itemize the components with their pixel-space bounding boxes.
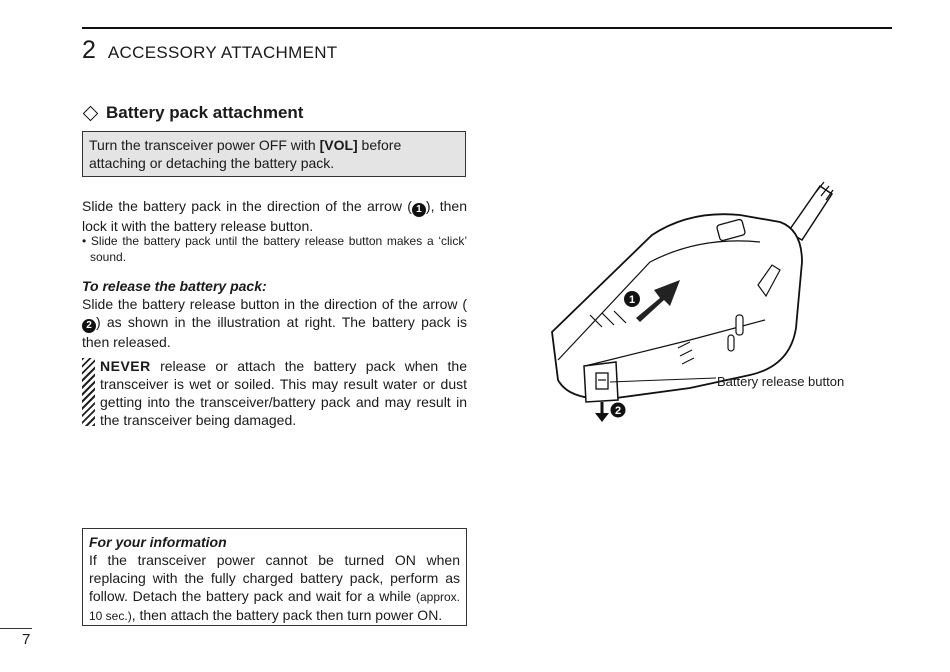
chapter-title: ACCESSORY ATTACHMENT xyxy=(107,43,338,62)
diamond-icon xyxy=(83,105,99,121)
attach-text-before: Slide the battery pack in the direction of the arrow ( xyxy=(82,198,412,214)
antenna-icon xyxy=(788,182,833,240)
caution-hatch-icon xyxy=(82,358,95,426)
attach-instructions xyxy=(82,197,467,235)
info-approx: (approx. 10 sec.) xyxy=(89,590,460,623)
info-box xyxy=(82,528,467,626)
info-title: For your information xyxy=(89,534,227,550)
release-instructions xyxy=(82,295,467,351)
notice-text-after: before attaching or detaching the battery pack. xyxy=(89,137,402,171)
notice-text-before: Turn the transceiver power OFF with xyxy=(89,137,320,153)
release-heading: To release the battery pack: xyxy=(82,278,267,294)
release-text-after: ) as shown in the illustration at right. The battery pack is then released. xyxy=(82,314,467,350)
marker-2-icon: 2 xyxy=(82,319,96,333)
vol-key-label: [VOL] xyxy=(319,137,358,153)
page-number: 7 xyxy=(22,631,31,648)
page-number-rule xyxy=(0,628,32,629)
click-sound-bullet: • Slide the battery pack until the battery release button makes a ‘click’ sound. xyxy=(82,234,467,264)
attach-text-after: ), then lock it with the battery release button. xyxy=(82,198,467,234)
info-body xyxy=(89,551,460,625)
warning-body: release or attach the battery pack when the transceiver is wet or soiled. This may result water or dust getting into the transceiver/battery pack and may result in the transceiver being damaged. xyxy=(100,358,467,428)
top-rule xyxy=(82,27,892,29)
warning-emphasis: NEVER xyxy=(100,358,151,374)
info-text-2: , then attach the battery pack then turn power ON. xyxy=(131,607,443,623)
warning-text xyxy=(100,357,467,429)
release-text-before: Slide the battery release button in the direction of the arrow ( xyxy=(82,296,467,312)
section-title: Battery pack attachment xyxy=(106,103,304,122)
marker-1-label: 1 xyxy=(628,294,636,306)
chapter-number: 2 xyxy=(82,36,96,64)
chapter-heading xyxy=(82,36,337,65)
power-off-notice xyxy=(82,131,466,177)
release-arrow-icon xyxy=(595,402,609,422)
marker-2-label: 2 xyxy=(614,405,622,417)
info-text-1: If the transceiver power cannot be turned ON when replacing with the fully charged battery pack, perform as follow. Detach the battery pack and wait for a while xyxy=(89,552,460,604)
marker-1-icon: 1 xyxy=(412,203,426,217)
section-heading xyxy=(82,103,303,123)
battery-attachment-illustration xyxy=(540,170,870,430)
battery-release-button-callout: Battery release button xyxy=(717,374,845,389)
